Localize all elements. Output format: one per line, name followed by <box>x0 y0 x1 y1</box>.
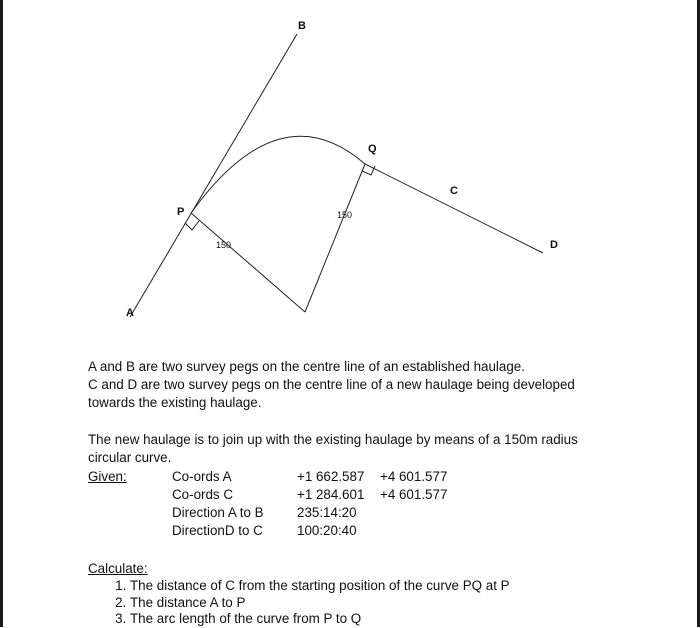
line-cd <box>365 164 543 253</box>
calculate-list <box>88 578 510 628</box>
radius-label-q: 150 <box>337 210 353 220</box>
radius-line-q <box>305 164 365 312</box>
text-line: towards the existing haulage. <box>88 395 262 410</box>
given-value-coords-a-2: +4 601.577 <box>380 469 448 484</box>
paragraph-pegs <box>88 358 575 412</box>
text-line: The new haulage is to join up with the existing haulage by means of a 150m radius <box>88 432 578 447</box>
label-point-a: A <box>126 307 134 319</box>
label-point-p: P <box>177 206 185 218</box>
curve-pq <box>191 136 365 213</box>
calculate-item: 3. The arc length of the curve from P to Q <box>130 611 510 628</box>
given-value-coords-c-2: +4 601.577 <box>380 487 448 502</box>
given-label-coords-a: Co-ords A <box>172 469 232 484</box>
label-point-c: C <box>450 185 458 197</box>
calculate-item: 2. The distance A to P <box>130 595 510 612</box>
given-value-direction-dc: 100:20:40 <box>297 523 357 538</box>
calculate-heading: Calculate: <box>88 561 148 576</box>
label-point-d: D <box>550 239 558 251</box>
calculate-item: 1. The distance of C from the starting position of the curve PQ at P <box>130 578 510 595</box>
paragraph-curve <box>88 431 578 467</box>
given-value-coords-a-1: +1 662.587 <box>297 469 365 484</box>
given-value-direction-ab: 235:14:20 <box>297 505 357 520</box>
given-label-coords-c: Co-ords C <box>172 487 234 502</box>
radius-label-p: 150 <box>216 240 232 250</box>
text-line: A and B are two survey pegs on the centre line of an established haulage. <box>88 359 525 374</box>
label-point-b: B <box>298 20 306 32</box>
text-line: C and D are two survey pegs on the centre line of a new haulage being developed <box>88 377 575 392</box>
given-heading: Given: <box>88 469 127 484</box>
radius-line-p <box>191 213 305 312</box>
line-ab <box>130 34 297 317</box>
given-label-direction-dc: DirectionD to C <box>172 523 263 538</box>
given-label-direction-ab: Direction A to B <box>172 505 264 520</box>
given-value-coords-c-1: +1 284.601 <box>297 487 365 502</box>
label-point-q: Q <box>368 143 377 155</box>
text-line: circular curve. <box>88 450 172 465</box>
right-angle-marker-p <box>185 221 199 230</box>
